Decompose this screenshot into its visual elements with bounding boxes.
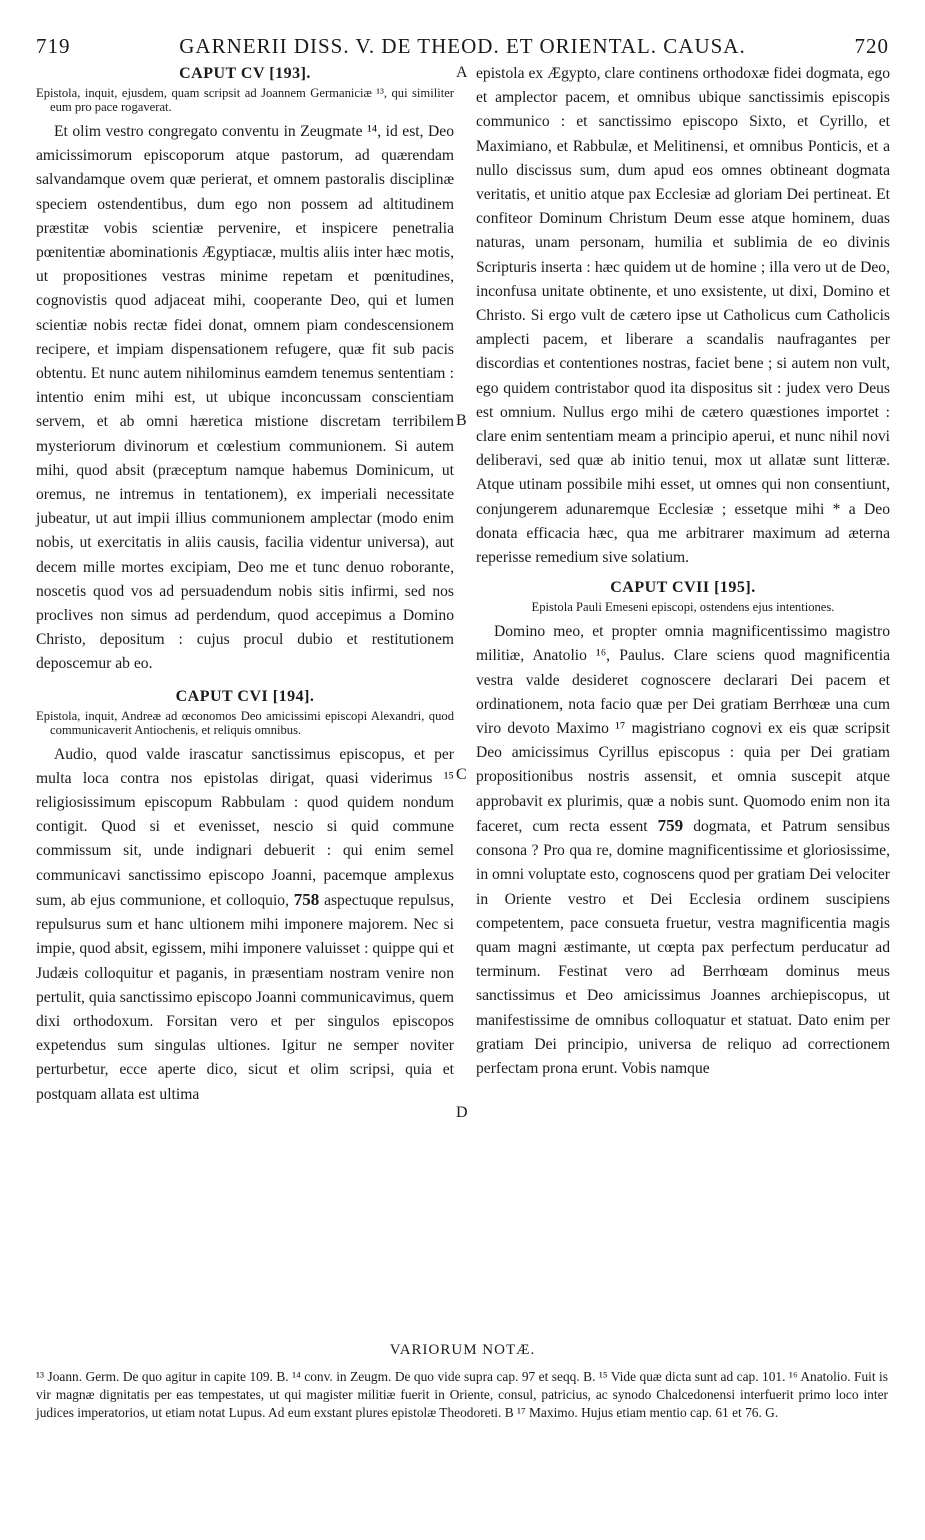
chapter-105-summary: Epistola, inquit, ejusdem, quam scripsit ad Joannem Germaniciæ ¹³, qui similiter eum pro pace rogaverat.: [36, 86, 454, 114]
chapter-105-title: CAPUT CV [193].: [179, 65, 311, 82]
left-column: [36, 62, 454, 1111]
chapter-105-body: Et olim vestro congregato conventu in Zeugmate ¹⁴, id est, Deo amicissimorum episcoporum atque pastorum, ad quærendam salvandamque ovem quæ perierat, et omnem pastoralis disciplinæ speciem ostendentibus, dum ego non possem ad altitudinem præstitæ vobis scientiæ pervenire, et inspicere penetralia pœnitentiæ abominationis Ægyptiacæ, multis aliis inter hæc motis, ut propositiones vestras minime repetam et pœnitudines, cognovistis quod adjaceat mihi, cooperante Deo, qui et lumen scientiæ nobis rectæ fidei donat, omnem piam condescensionem recipere, et impiam dispensationem refugere, quæ fit sub pacis obtentu. Et nunc autem nihilominus eamdem tenemus sententiam : intentio enim mihi est, ut ubique inconcussam conscientiam servem, et ab omni hæretica mistione discretam terribilem mysteriorum divinorum et cœlestium communionem. Si autem mihi, quod absit (præceptum namque habemus Dominicum, ut oremus, ne intremus in tentationem), ex imperiali necessitate jubeatur, ut aut impii illius communionem amplectar (modo enim nobis, ut exercitatis in aliis causis, facilia videntur universa), aut decem mille mortes excipiam, Deo me et tunc denuo roborante, noscetis quod vos ad persuadendum nobis sitis infirmi, sed nos proclives non simus ad perdendum, quod accepimus a Domino Christo, depositum : cujus procul dubio et restitutionem deposcemur ab eo.: [36, 123, 454, 673]
chapter-106-body-part1: Audio, quod valde irascatur sanctissimus episcopus, et per multa loca contra nos epistolas dirigat, quasi viderimus ¹⁵ religiosissimum episcopum Rabbulam : quod quidem nondum contigit. Quod si et evenisset, nescio si quid commune commissum sit, unde indignari debuerit : qui enim semel communicavi sanctissimo episcopo Joanni, pacemque amplexus sum, ab ejus communione, et colloquio,: [36, 745, 454, 909]
margin-marker-d: D: [456, 1104, 468, 1121]
footnotes-text: ¹³ Joann. Germ. De quo agitur in capite 109. B. ¹⁴ conv. in Zeugm. De quo vide supra cap. 97 et seqq. B. ¹⁵ Vide quæ dicta sunt ad cap. 101. ¹⁶ Anatolio. Fuit is vir magnæ dignitatis per eas tempestates, ut qui magister militiæ fuerit in Oriente, consul, patricius, ac synodo Chalcedonensi interfuerit primo loco inter judices imperatorios, ut etiam notat Lupus. Ad eum exstant plures epistolæ Theodoreti. B ¹⁷ Maximo. Hujus etiam mentio cap. 61 et 76. G.: [36, 1369, 888, 1420]
notes-heading: VARIORUM NOTÆ.: [389, 1342, 536, 1358]
margin-marker-b: B: [456, 412, 467, 429]
chapter-107-body-part1: Domino meo, et propter omnia magnificentissimo magistro militiæ, Anatolio ¹⁶, Paulus. Clare sciens quod magnificentia vestra valde desideret cognoscere declarari Dei pacem et ordinationem, nota facio quæ per Dei gratiam Berrhœæ una cum viro devoto Maximo ¹⁷ magistriano cognovi ex eis quæ scripsit Deo amicissimus Cyrillus episcopus : quia per Dei gratiam propositionibus nostris assensit, et omnia suscepit atque approbavit ex plurimis, quæ a nobis sunt. Quomodo enim non ita faceret, cum recta essent: [476, 623, 890, 835]
chapter-107-body-part2: dogmata, et Patrum sensibus consona ? Pro qua re, domine magnificentissime et gloriosissime, in omni voluptate esto, cognoscens quod per gratiam Dei velociter in Oriente vestro et Dei Ecclesia ordinem suscipiens competentem, pace consueta fruetur, vestra magnificentia magis quam magni æstimante, ut cœpta pax perfectum perducatur ad terminum. Festinat vero ad Berrhœam dominus meus sanctissimus et Deo amicissimus Joannes archiepiscopus, ut manifestissime de omnibus colloquatur et statuat. Dato enim per gratiam Dei principio, universa de reliquo ad correctionem perfectam prona erunt. Vobis namque: [476, 817, 890, 1077]
chapter-106-body: [36, 743, 454, 1107]
chapter-107-body: [476, 620, 890, 1081]
chapter-107-summary: Epistola Pauli Emeseni episcopi, ostendens ejus intentiones.: [531, 600, 835, 615]
right-column-continuation: epistola ex Ægypto, clare continens orthodoxæ fidei dogmata, ego et amplector pacem, et omnibus ubique sanctissimis episcopis communico : et sanctissimo episcopo Sixto, et Cyrillo, et Maximiano, et Rabbulæ, et Melitinensi, et omnibus Ponticis, et a nullo discissus sum, dum apud eos omnes obtineant dogmata veritatis, et unitio atque pax Ecclesiæ ad gloriam Dei pertineat. Et confiteor Dominum Christum Deum esse atque hominem, duas naturas, unam personam, humilia et sublimia de eo divinis Scripturis inserta : hæc quidem ut de homine ; illa vero ut de Deo, inconfusa unitate obtinente, et uno exsistente, ut dixi, Domino et Christo. Si ergo vult de cætero ipse ut Catholicus cum Catholicis amplecti pacem, et liberare a scandalis naufragantes per discordias et contentiones nostras, faciet bene ; si autem non vult, ego quidem contristabor quod ita dispositus sit : judex vero Deus est omnium. Nullus ergo mihi de cætero quæstiones importet : clare enim sententiam meam a principio aperui, et nunc nihil novi deliberavi, sed quæ ab initio tenui, mox ut allatæ sunt litteræ. Atque utinam possibile mihi esset, ut omnes qui non consentiunt, conjungerem adunaremque Ecclesiæ ; essetque mihi * a Deo donata efficacia hæc, qua me arbitrarer maximum ad æterna reperisse remedium sive solatium.: [476, 65, 890, 567]
column-number-758: 758: [293, 889, 320, 909]
running-header: [36, 34, 889, 58]
page-number-right: 720: [854, 34, 889, 58]
page-number-left: 719: [36, 34, 71, 58]
chapter-106-body-part2: aspectuque repulsus, repulsurus sum et hanc ultionem mihi imponere majorem. Nec si impie, quod absit, egissem, mihi imponere valuisset : quippe qui et Judæis colloquitur et paganis, in præsentiam nostram venire non pertulit, quia sanctissimo episcopo Joanni communicavimus, quem dixi orthodoxum. Forsitan vero et per singulos episcopos expetendus sum singulas ultiones. Igitur ne semper noviter perturbetur, ecce aperte dico, sicut et olim scripsi, quia et postquam allata est ultima: [36, 891, 454, 1103]
margin-marker-a: A: [456, 64, 468, 81]
chapter-106-title: CAPUT CVI [194].: [175, 687, 315, 705]
chapter-107-title: CAPUT CVII [195].: [610, 579, 756, 597]
margin-marker-c: C: [456, 766, 467, 783]
column-number-759: 759: [657, 815, 684, 835]
right-column: [476, 62, 890, 1085]
header-title: GARNERII DISS. V. DE THEOD. ET ORIENTAL. CAUSA.: [179, 34, 746, 58]
footnotes: [36, 1368, 888, 1422]
chapter-106-summary: Epistola, inquit, Andreæ ad œconomos Deo amicissimi episcopi Alexandri, quod communicaverit Antiochenis, et reliquis omnibus.: [36, 708, 454, 737]
